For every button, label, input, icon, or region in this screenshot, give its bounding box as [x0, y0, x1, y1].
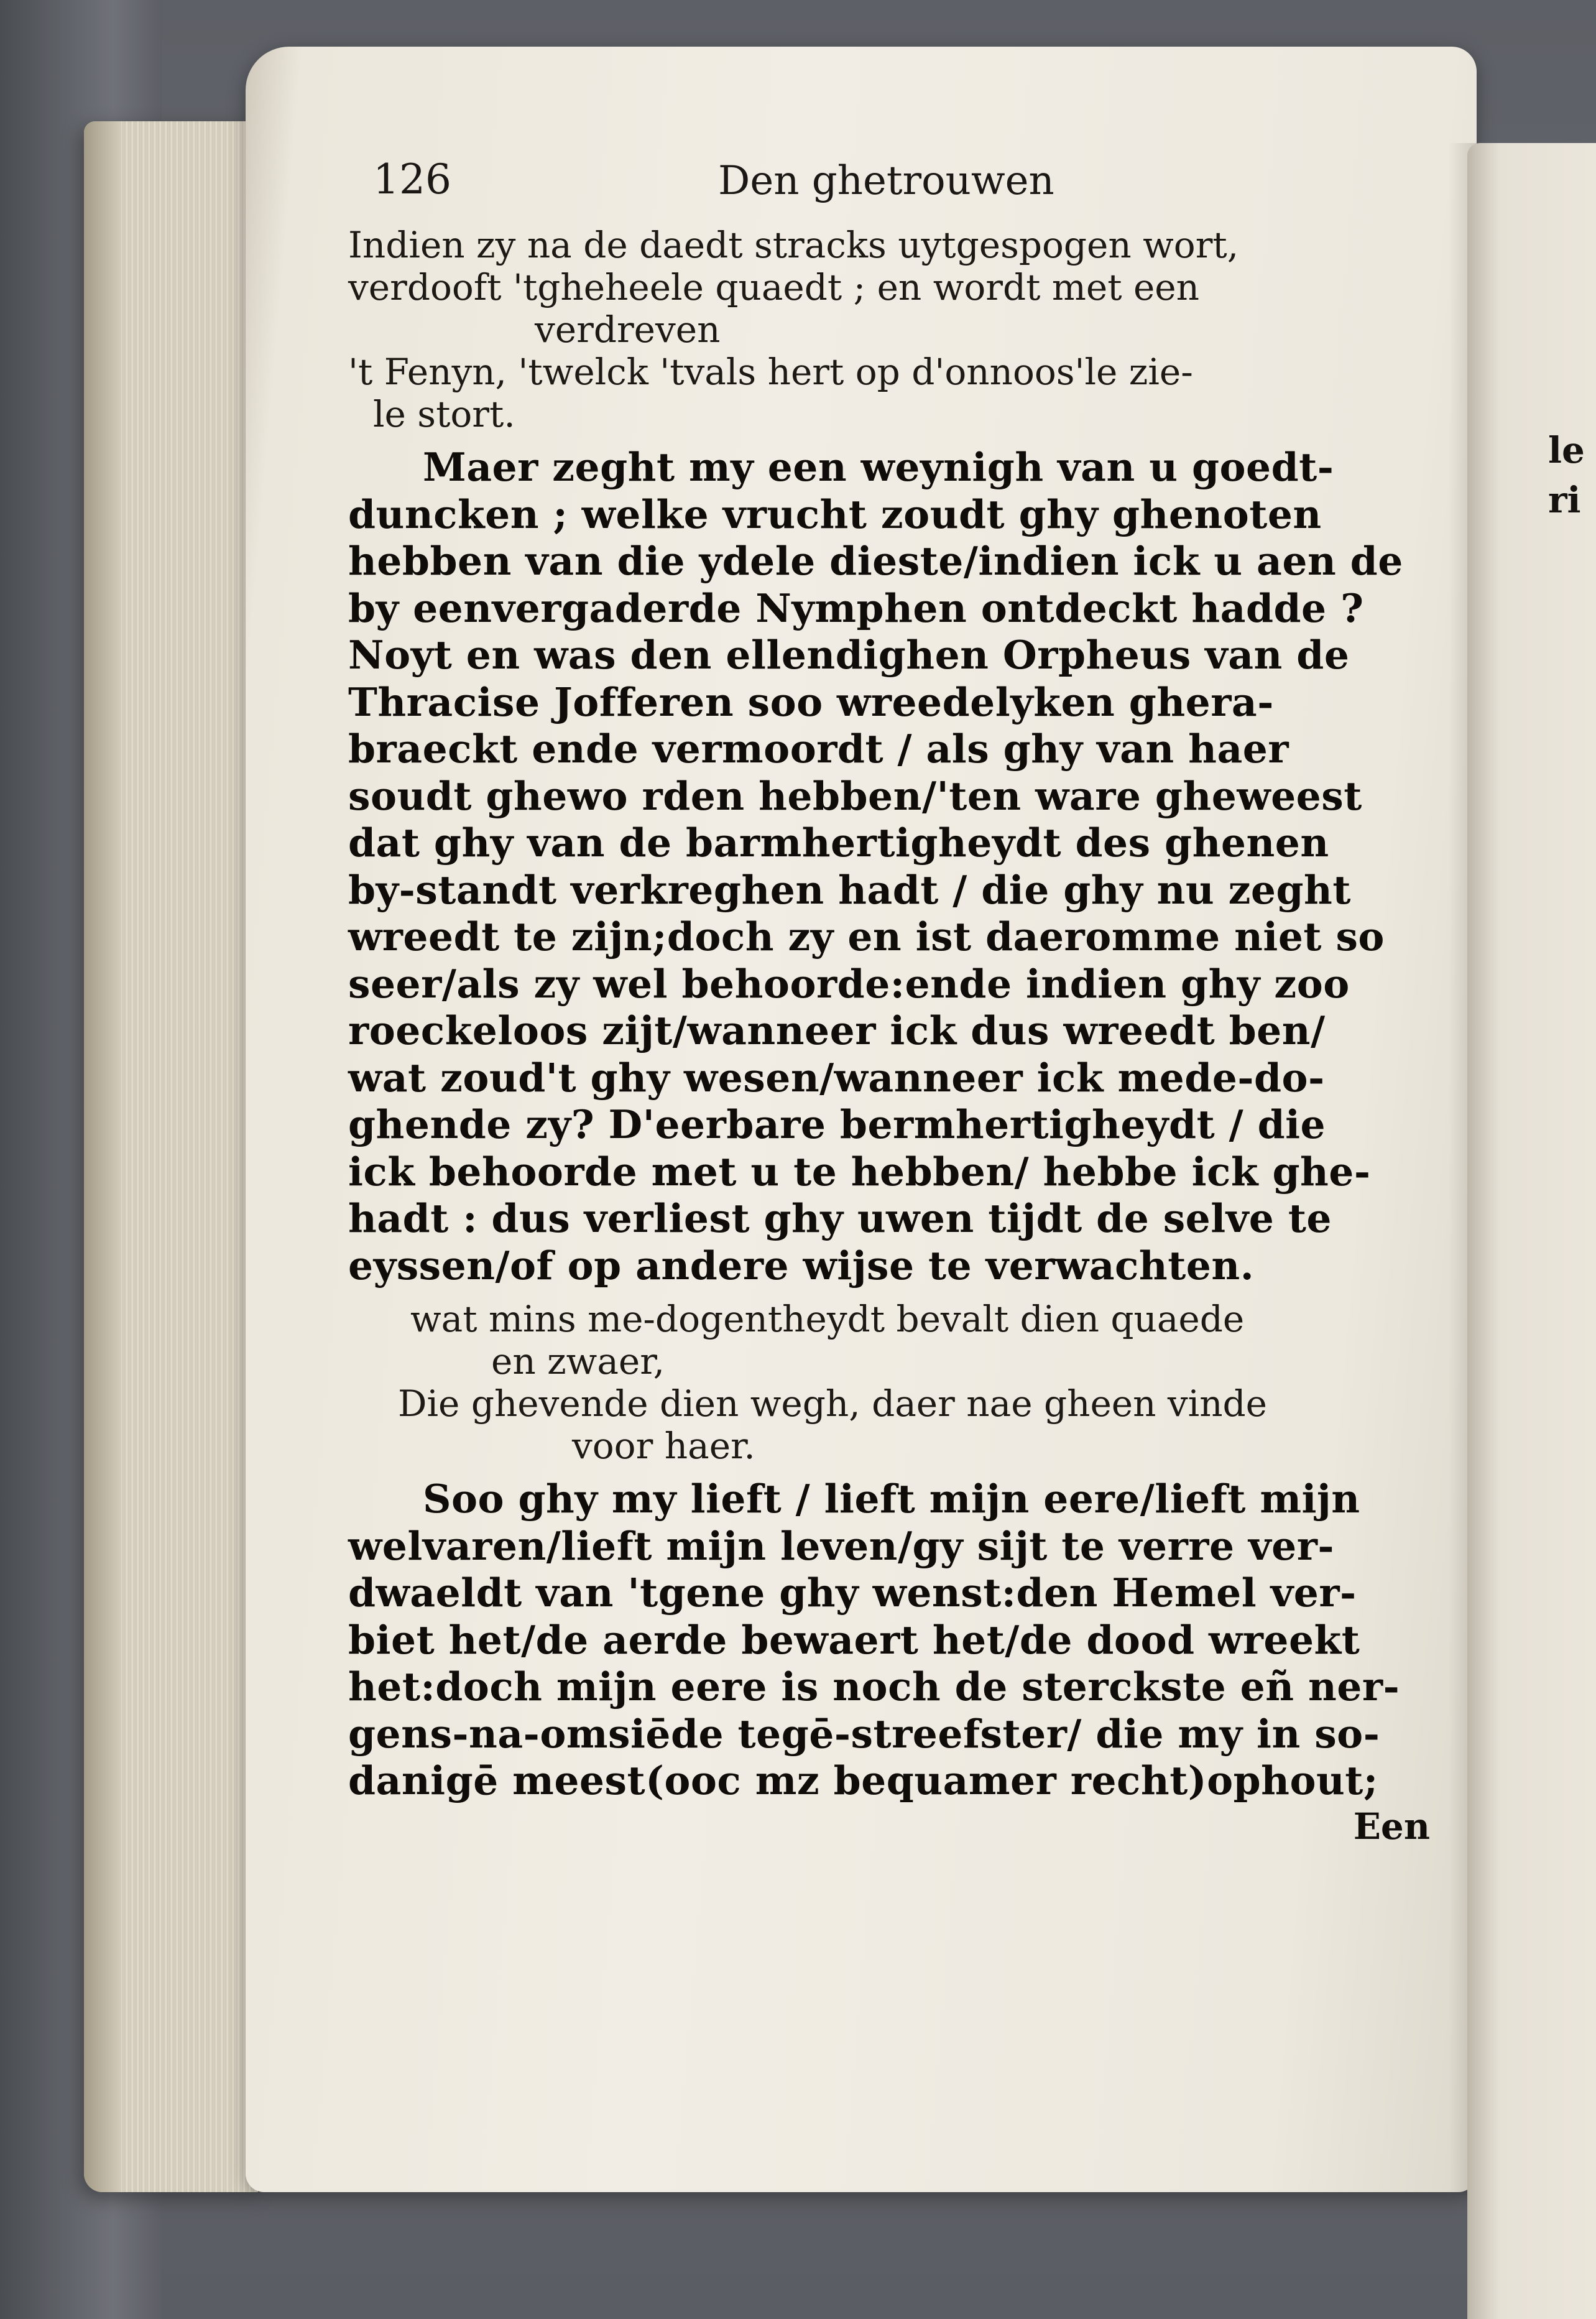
verse-line: le stort. — [373, 393, 515, 435]
verse-line: Indien zy na de daedt stracks uytgespogen wort, — [348, 224, 1239, 266]
text-line: ghende zy? D'eerbare bermhertigheydt / die — [348, 1101, 1326, 1147]
text-line: gens-na-omsiēde tegē-streefster/ die my in so- — [348, 1710, 1380, 1757]
text-line: wat zoud't ghy wesen/wanneer ick mede-do- — [348, 1054, 1325, 1101]
text-line: welvaren/lieft mijn leven/gy sijt te verre ver- — [348, 1522, 1335, 1569]
page-text — [348, 155, 1442, 1848]
verse-line: verdreven — [535, 308, 721, 351]
page-header — [348, 155, 1442, 224]
text-line: duncken ; welke vrucht zoudt ghy ghenoten — [348, 491, 1322, 537]
text-line: biet het/de aerde bewaert het/de dood wreekt — [348, 1616, 1360, 1663]
verse-line: Die ghevende dien wegh, daer nae gheen vinde — [398, 1382, 1268, 1425]
text-line: braeckt ende vermoordt / als ghy van haer — [348, 726, 1289, 772]
text-line: Maer zeght my een weynigh van u goedt- — [423, 444, 1334, 490]
text-line: wreedt te zijn;doch zy en ist daeromme niet so — [348, 914, 1385, 960]
text-line: hebben van die ydele dieste/indien ick u aen de — [348, 538, 1403, 584]
verse-block-2 — [348, 1298, 1442, 1467]
verse-line: voor haer. — [572, 1425, 755, 1467]
text-line: Thracise Jofferen soo wreedelyken ghera- — [348, 678, 1274, 725]
facing-page — [1467, 143, 1596, 2319]
page-number: 126 — [373, 155, 451, 203]
text-line: het:doch mijn eere is noch de sterckste eñ ner- — [348, 1664, 1400, 1710]
book-spine — [84, 121, 121, 2192]
verse-line: 't Fenyn, 'twelck 'tvals hert op d'onnoos'le zie- — [348, 351, 1193, 393]
text-line: dwaeldt van 'tgene ghy wenst:den Hemel ver- — [348, 1570, 1357, 1616]
text-line: seer/als zy wel behoorde:ende indien ghy zoo — [348, 960, 1350, 1007]
paragraph-1 — [348, 444, 1442, 1289]
text-line: by eenvergaderde Nymphen ontdeckt hadde ? — [348, 585, 1364, 631]
text-line: roeckeloos zijt/wanneer ick dus wreedt ben/ — [348, 1007, 1326, 1053]
text-line: hadt : dus verliest ghy uwen tijdt de selve te — [348, 1195, 1332, 1241]
text-line: eyssen/of op andere wijse te verwachten. — [348, 1242, 1255, 1289]
text-line: soudt ghewo rden hebben/'ten ware gheweest — [348, 772, 1362, 819]
facing-page-fragment: ri — [1548, 479, 1581, 521]
catchword: Een — [1353, 1805, 1430, 1848]
text-line: danigē meest(ooc mz bequamer recht)ophout; — [348, 1757, 1378, 1803]
verse-line: wat mins me-dogentheydt bevalt dien quaede — [410, 1298, 1245, 1340]
text-line: by-standt verkreghen hadt / die ghy nu zeght — [348, 866, 1351, 913]
text-line: ick behoorde met u te hebben/ hebbe ick ghe- — [348, 1148, 1371, 1195]
running-head: Den ghetrouwen — [718, 158, 1054, 204]
verse-block-1 — [348, 224, 1442, 435]
verse-line: verdooft 'tgheheele quaedt ; en wordt met een — [348, 266, 1199, 308]
verse-line: en zwaer, — [491, 1340, 665, 1382]
text-line: Noyt en was den ellendighen Orpheus van de — [348, 632, 1350, 678]
facing-page-fragment: le — [1548, 429, 1585, 471]
text-line: dat ghy van de barmhertigheydt des ghenen — [348, 820, 1329, 866]
paragraph-2 — [348, 1476, 1442, 1805]
text-line: Soo ghy my lieft / lieft mijn eere/lieft mijn — [423, 1476, 1360, 1522]
